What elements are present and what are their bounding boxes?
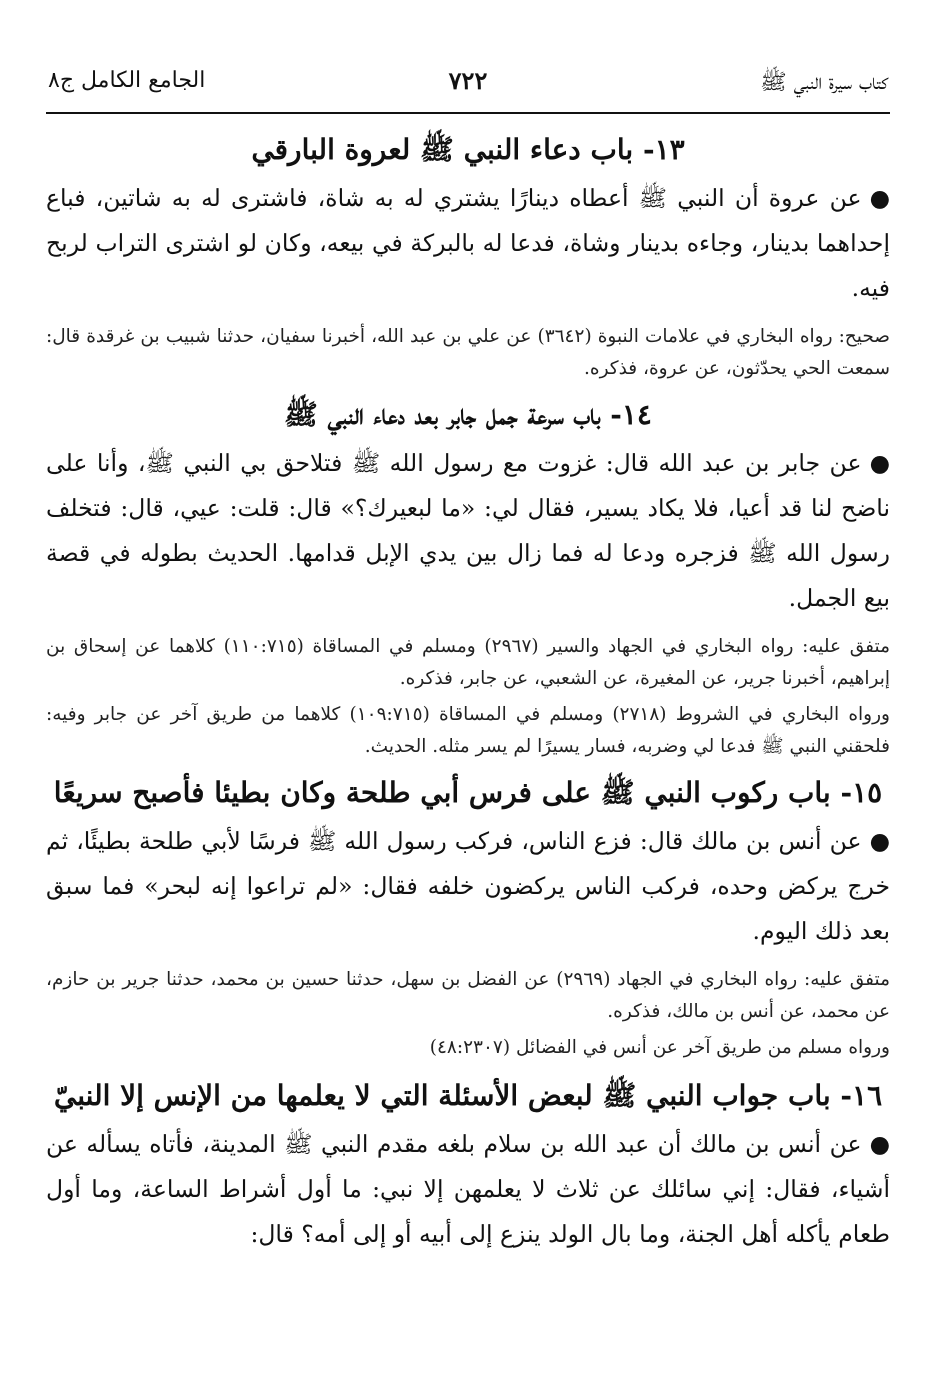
chapter-title: ١٦- باب جواب النبي ﷺ لبعض الأسئلة التي لا يعلمها من الإنس إلا النبيّ (53, 1079, 883, 1112)
hadith-body: عن أنس بن مالك أن عبد الله بن سلام بلغه مقدم النبي ﷺ المدينة، فأتاه يسأله عن أشياء، فقال: إني سائلك عن ثلاث لا يعلمهن إلا نبي: ما أول أشراط الساعة، وما أول طعام يأكله أهل الجنة، وما بال الولد ينزع إلى أبيه أو إلى أمه؟ قال: (46, 1130, 890, 1248)
bullet-icon: ● (869, 184, 890, 212)
book-title: كتاب سيرة النبي ﷺ (760, 70, 888, 95)
hadith-body: عن جابر بن عبد الله قال: غزوت مع رسول الله ﷺ فتلاحق بي النبي ﷺ، وأنا على ناضح لنا قد أعيا، فلا يكاد يسير، فقال لي: «ما لبعيرك؟» قال: قلت: عيي، قال: فتخلف رسول الله ﷺ فزجره ودعا له فما زال بين يدي الإبل قدامها. الحديث بطوله في قصة بيع الجمل. (46, 449, 890, 612)
running-head (46, 62, 890, 114)
takhrij-note: متفق عليه: رواه البخاري في الجهاد (٢٩٦٩) عن الفضل بن سهل، حدثنا حسين بن محمد، حدثنا جرير بن حازم، عن محمد، عن أنس بن مالك، فذكره. (46, 969, 890, 1022)
volume-title: الجامع الكامل ج٨ (48, 68, 206, 93)
bullet-icon: ● (869, 449, 890, 477)
bullet-icon: ● (869, 827, 890, 855)
hadith-text (46, 441, 890, 621)
chapter-15 (46, 771, 890, 1064)
takhrij-note: صحيح: رواه البخاري في علامات النبوة (٣٦٤٢) عن علي بن عبد الله، أخبرنا سفيان، حدثنا شبيب بن غرقدة قال: سمعت الحي يحدّثون، عن عروة، فذكره. (46, 326, 890, 379)
takhrij-note: ورواه البخاري في الشروط (٢٧١٨) ومسلم في المساقاة (١٠٩:٧١٥) كلاهما من طريق آخر عن جابر وفيه: فلحقني النبي ﷺ فدعا لي وضربه، فسار يسيرًا لم يسر مثله. الحديث. (46, 704, 890, 757)
hadith-body: عن عروة أن النبي ﷺ أعطاه دينارًا يشتري له به شاة، فاشترى له به شاتين، فباع إحداهما بدينار، وجاءه بدينار وشاة، فدعا له بالبركة في بيعه، وكان لو اشترى التراب لربح فيه. (46, 184, 890, 302)
chapter-16 (46, 1074, 890, 1257)
chapter-title: ١٣- باب دعاء النبي ﷺ لعروة البارقي (251, 133, 685, 166)
chapter-title: ١٤- باب سرعة جمل جابر بعد دعاء النبي ﷺ (284, 398, 652, 431)
page-number: ٧٢٢ (448, 66, 488, 95)
chapter-13 (46, 128, 890, 385)
hadith-body: عن أنس بن مالك قال: فزع الناس، فركب رسول الله ﷺ فرسًا لأبي طلحة بطيئًا، ثم خرج يركض وحده، فركب الناس يركضون خلفه فقال: «لم تراعوا إنه لبحر» فما سبق بعد ذلك اليوم. (46, 827, 890, 945)
chapter-title: ١٥- باب ركوب النبي ﷺ على فرس أبي طلحة وكان بطيئا فأصبح سريعًا (53, 776, 883, 809)
takhrij-note: متفق عليه: رواه البخاري في الجهاد والسير (٢٩٦٧) ومسلم في المساقاة (١١٠:٧١٥) كلاهما عن إسحاق بن إبراهيم، أخبرنا جرير، عن المغيرة، عن الشعبي، عن جابر، فذكره. (46, 636, 890, 689)
hadith-text (46, 819, 890, 954)
hadith-text (46, 1122, 890, 1257)
takhrij-note: ورواه مسلم من طريق آخر عن أنس في الفضائل (٤٨:٢٣٠٧) (429, 1037, 890, 1058)
hadith-text (46, 176, 890, 311)
chapter-14 (46, 393, 890, 763)
bullet-icon: ● (869, 1130, 890, 1158)
